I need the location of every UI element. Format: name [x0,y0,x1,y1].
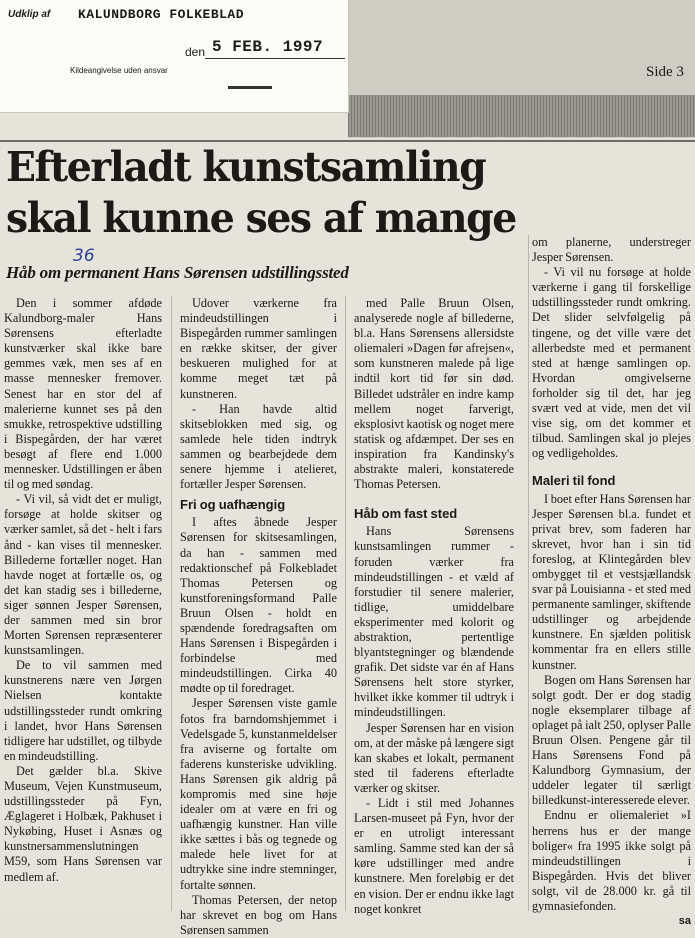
paragraph: I boet efter Hans Sørensen har Jesper Sørensen bl.a. fundet et privat brev, som faderen har skrevet, hvor han i sin tid foreslog, at Klintegården blev ombygget til et vestsjællandsk svar på Louisianna - et sted med permanente samlinger, skiftende udstillinger og arbejdende kunstnere. En sjælden politisk kommentar fra en ellers stille kunstner. [532,491,691,672]
paragraph: Endnu er oliemaleriet »I herrens hus er der mange boliger« fra 1995 ikke solgt på mindeudstillingen i Bispegården. Hvis det bliver solgt, vil de 28.000 kr. gå til gymnasiefonden. [532,808,691,914]
page-number: Side 3 [646,64,684,80]
paragraph: Den i sommer afdøde Kalundborg-maler Hans Sørensens efterladte kunstværker skal ikke bare gemmes væk, men ses af en masse mennesker fremover. Senest har en stor del af malerierne kunnet ses på den smukke, retrospektive udstilling i Bispegården, der har været besøgt af flere end 1.000 mennesker. Udstillingen er åben til og med søndag. [4,296,162,492]
article-headline [6,142,516,244]
headline-line-1: Efterladt kunstsamling [6,143,486,191]
paragraph: Udover værkerne fra mindeudstillingen i Bispegården rummer samlingen en række skitser, der giver beskueren mulighed for at komme meget tæt på kunstneren. [180,296,337,401]
header-dark-bar [348,95,695,137]
source-note: Kildeangivelse uden ansvar [70,66,168,75]
column-divider [345,296,346,911]
paragraph: - Vi vil nu forsøge at holde værkerne i gang til forskellige udstillingssteder rundt omkring. Det slider selvfølgelig på tingene, og det ville være det allerbedste med et permanent sted at hænge samlingen op. Hvordan omgivelserne forholder sig til det, har jeg svært ved at vide, men det vil vise sig, om det kommer et tilbud. Samlingen skal jo plejes og vedligeholdes. [532,265,691,461]
author-signature: sa [678,915,691,928]
paragraph: Jesper Sørensen viste gamle fotos fra barndomshjemmet i Vedelsgade 5, kunstanmeldelser fra aviserne og fortalte om faderens kunsteriske udvikling. Hans Sørensen gik aldrig på kompromis med sine høje idealer om at være en fri og uafhængig kunstner. Han ville ikke sættes i bås og tegnede og malede hele livet for at udtrykke sine indre stemninger, fortalte sønnen. [180,696,337,892]
den-label: den [185,45,206,59]
paragraph: - Vi vil, så vidt det er muligt, forsøge at holde skitser og værker samlet, så det - helt i fars ånd - kan vises til mennesker. Billederne fortæller noget. Han havde noget at fortælle os, og det kan stadig ses i billederne, siger sønnen Jesper Sørensen, der sammen med sin bror Morten Sørensen repræsenterer kunstsamlingen. [4,492,162,658]
stamp-mark [228,86,272,89]
clipping-stamp [0,0,349,113]
paragraph: - Lidt i stil med Johannes Larsen-museet på Fyn, hvor der er en utroligt interessant samling. Samme sted kan der så køre udstillinger med andre kunstnere. Men foreløbig er det en vision. Der er endnu ikke lagt noget konkret [354,796,514,916]
article-column-3 [354,296,514,917]
paragraph: om planerne, understreger Jesper Sørensen. [532,235,691,265]
headline-line-2: skal kunne ses af mange [6,194,516,242]
paragraph: Jesper Sørensen har en vision om, at der måske på længere sigt kan skabes et lokalt, permanent sted til faderens efterladte værker og skitser. [354,720,514,795]
paragraph: De to vil sammen med kunstnerens nære ven Jørgen Nielsen kontakte udstillingssteder rundt omkring i landet, hvor Hans Sørensen tidligere har udstillet, og tilbyde en mindeudstilling. [4,658,162,763]
article-column-1 [4,296,162,885]
column-divider [171,296,172,911]
article-column-4 [532,235,691,929]
paragraph: Thomas Petersen, der netop har skrevet en bog om Hans Sørensen sammen [180,892,337,937]
article-subheadline: Håb om permanent Hans Sørensen udstillingssted [6,263,349,282]
paragraph: med Palle Bruun Olsen, analyserede nogle af billederne, bl.a. Hans Sørensens allersidste oliemaleri »Dagen før afrejsen«, som kunstneren malede på lige indtil kort tid før sin død. Billedet udstråler en indre kamp mellem noget farverigt, eksplosivt kaotisk og noget mere statisk og afdæmpet. Der ses en inspiration fra Kandinsky's abstrakte maleri, konstaterede Thomas Petersen. [354,296,514,492]
paragraph: I aftes åbnede Jesper Sørensen for skitsesamlingen, da han - sammen med redaktionschef på Folkebladet Thomas Petersen og kunstforeningsformand Palle Bruun Olsen - holdt en spændende foredragsaften om Hans Sørensen i Bispegården i forbindelse med mindeudstillingen. Cirka 40 mødte op til foredraget. [180,515,337,696]
handwritten-number: 36 [73,246,95,266]
udklip-label: Udklip af [8,9,51,20]
paragraph: Det gælder bl.a. Skive Museum, Vejen Kunstmuseum, udstillingssteder på Fyn, Æglageret i Holbæk, Pakhuset i Nykøbing, Huset i Asnæs og kunstnersammenslutningen M59, som Hans Sørensen var medlem af. [4,763,162,884]
paragraph: - Han havde altid skitseblokken med sig, og samlede hele tiden indtryk sammen og bearbejdede dem senere hjemme i atelieret, fortæller Jesper Sørensen. [180,401,337,492]
section-heading-maleri: Maleri til fond [532,473,616,489]
newspaper-name: KALUNDBORG FOLKEBLAD [78,7,245,22]
paragraph: Hans Sørensens kunstsamlingen rummer - foruden værker fra mindeudstillingen - et væld af forstudier til senere malerier, tidlige, umiddelbare eksperimenter med kolorit og abstraktion, pertentlige blyantstegninger og blændende grafik. Det sidste var én af Hans Sørensens helt store styrker, hvilket ikke kommer til udtryk i mindeudstillingen. [354,524,514,720]
section-heading-haab: Håb om fast sted [354,506,458,522]
section-heading-fri: Fri og uafhængig [180,497,286,513]
clipping-date: 5 FEB. 1997 [212,38,324,56]
paragraph: Bogen om Hans Sørensen har solgt godt. Der er dog stadig nogle eksemplarer tilbage af oplaget på ialt 250, oplyser Palle Bruun Olsen. Pengene går til Hans Sørensens Fond på Kalundborg Gymnasium, der uddeler legater til særligt billedkunst-interesserede elever. [532,672,691,808]
column-divider [528,235,529,911]
date-underline [205,58,345,59]
article-column-2 [180,296,337,938]
